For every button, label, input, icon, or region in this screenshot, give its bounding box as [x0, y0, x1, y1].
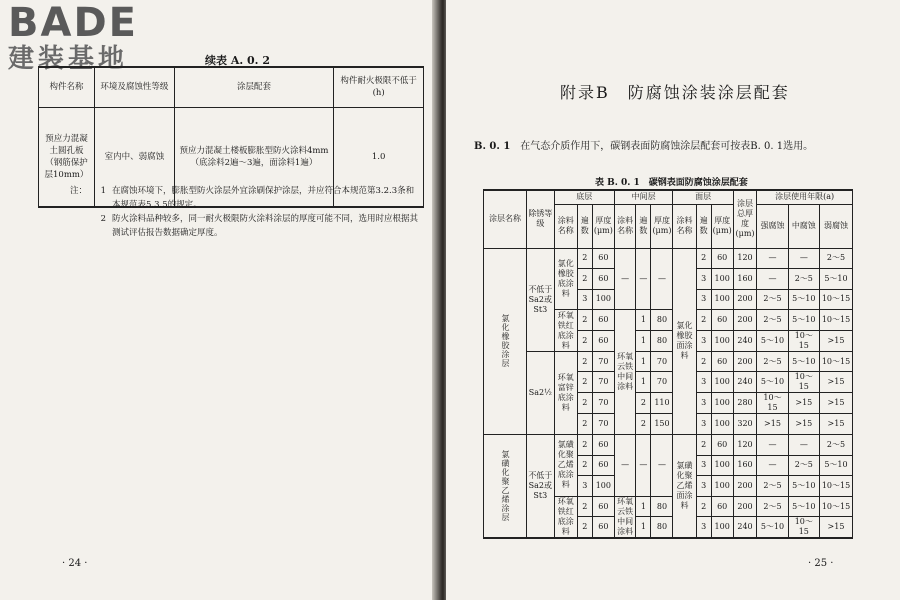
note-text: 在腐蚀环境下，膨胀型防火涂层外宜涂刷保护涂层，并应符合本规范第3.2.3条和本规范表5.3.5的规定。: [112, 186, 415, 210]
intermediate-none-cell: —: [651, 435, 673, 497]
clause-text: 在气态介质作用下，碳钢表面防腐蚀涂层配套可按表B. 0. 1选用。: [520, 141, 814, 152]
table-cell: 1.0: [334, 107, 424, 207]
table-cell: 60: [711, 248, 733, 269]
table-cell: 10～15: [788, 372, 819, 393]
intermediate-none-cell: —: [636, 435, 651, 497]
primer-name-cell: 环氧铁红底涂料: [554, 310, 577, 352]
table-cell: 70: [651, 351, 673, 372]
table-cell: >15: [819, 414, 852, 435]
table-cell: 100: [711, 372, 733, 393]
table-cell: 100: [711, 414, 733, 435]
table-notes: [70, 184, 420, 240]
table-cell: 1: [636, 496, 651, 517]
table-cell: 3: [696, 372, 711, 393]
table-cell: 2: [577, 248, 592, 269]
subheader-cell: 遍数: [696, 204, 711, 248]
table-a-header-row: [39, 67, 424, 107]
intermediate-none-cell: —: [614, 248, 636, 310]
note-item: [70, 184, 420, 212]
clause-number: B. 0. 1: [474, 141, 511, 152]
note-label: 注：: [70, 186, 88, 196]
subheader-cell: 中腐蚀: [788, 204, 819, 248]
table-cell: —: [788, 435, 819, 456]
intermediate-none-cell: —: [636, 248, 651, 310]
subheader-cell: 涂料名称: [614, 204, 636, 248]
table-cell: 10～15: [819, 289, 852, 310]
table-b01: [483, 189, 853, 539]
table-cell: >15: [819, 372, 852, 393]
table-cell: 70: [651, 372, 673, 393]
table-cell: 2～5: [757, 476, 788, 497]
table-cell: 5～10: [788, 476, 819, 497]
table-cell: 3: [696, 289, 711, 310]
table-cell: 60: [592, 248, 614, 269]
table-cell: 200: [733, 496, 757, 517]
table-cell: 240: [733, 372, 757, 393]
header-intermediate: 中间层: [614, 190, 673, 204]
table-cell: 10～15: [819, 476, 852, 497]
table-cell: 2: [696, 496, 711, 517]
subheader-cell: 厚度(μm): [592, 204, 614, 248]
table-header-cell: 环境及腐蚀性等级: [94, 67, 174, 107]
table-cell: 2: [577, 496, 592, 517]
table-header-cell: 涂层配套: [174, 67, 334, 107]
table-cell: 60: [592, 517, 614, 539]
subheader-cell: 涂料名称: [554, 204, 577, 248]
table-cell: 5～10: [819, 455, 852, 476]
table-cell: 3: [696, 393, 711, 414]
header-primer: 底层: [554, 190, 614, 204]
header-service-life: 涂层使用年限(a): [757, 190, 853, 204]
intermediate-name-cell: 环氧云铁中间涂料: [614, 310, 636, 435]
table-cell: >15: [788, 414, 819, 435]
table-cell: —: [757, 455, 788, 476]
coating-name-cell: [484, 248, 527, 435]
table-cell: 2～5: [819, 248, 852, 269]
table-cell: 5～10: [819, 269, 852, 290]
table-cell: 60: [711, 351, 733, 372]
table-cell: 2: [577, 517, 592, 539]
coating-name: 氯化橡胶涂层: [501, 314, 510, 369]
table-cell: 1: [636, 517, 651, 539]
table-cell: 预应力混凝土楼板膨胀型防火涂料4mm（底涂料2遍～3遍，面涂料1遍）: [174, 107, 334, 207]
intermediate-none-cell: —: [651, 248, 673, 310]
table-cell: 60: [711, 435, 733, 456]
table-cell: 3: [577, 476, 592, 497]
table-cell: 2～5: [757, 310, 788, 331]
table-cell: 100: [711, 330, 733, 351]
header-topcoat: 面层: [673, 190, 733, 204]
table-cell: 10～15: [788, 330, 819, 351]
table-cell: 280: [733, 393, 757, 414]
table-cell: 70: [592, 393, 614, 414]
appendix-title: 附录B 防腐蚀涂装涂层配套: [560, 83, 790, 102]
note-item: [70, 212, 420, 240]
table-cell: 2～5: [788, 269, 819, 290]
table-cell: 5～10: [788, 310, 819, 331]
table-cell: 2: [577, 310, 592, 331]
table-cell: 200: [733, 310, 757, 331]
table-cell: 1: [636, 351, 651, 372]
table-cell: 室内中、弱腐蚀: [94, 107, 174, 207]
table-cell: >15: [788, 393, 819, 414]
table-cell: 100: [711, 517, 733, 539]
subheader-cell: 涂料名称: [673, 204, 696, 248]
table-cell: 2～5: [757, 289, 788, 310]
note-text: 防火涂料品种较多，同一耐火极限防火涂料涂层的厚度可能不同，选用时应根据其测试评估报告数据确定厚度。: [112, 214, 419, 238]
table-cell: 2: [577, 393, 592, 414]
table-header-cell: 构件名称: [39, 67, 95, 107]
table-cell: 3: [577, 289, 592, 310]
table-cell: 60: [592, 269, 614, 290]
table-cell: 2: [696, 310, 711, 331]
table-b-header-row-1: [484, 190, 853, 204]
subheader-cell: 遍数: [636, 204, 651, 248]
table-cell: 70: [592, 351, 614, 372]
table-cell: 1: [636, 310, 651, 331]
table-cell: 2～5: [757, 351, 788, 372]
primer-name-cell: 氯磺化聚乙烯底涂料: [554, 435, 577, 497]
table-cell: 5～10: [788, 496, 819, 517]
table-cell: 60: [711, 310, 733, 331]
left-page: [0, 0, 438, 600]
logo-chinese: 建装基地: [8, 44, 129, 74]
table-cell: —: [757, 248, 788, 269]
logo-brand: BADE: [8, 0, 138, 46]
table-cell: 160: [733, 455, 757, 476]
table-cell: 5～10: [788, 289, 819, 310]
table-cell: 110: [651, 393, 673, 414]
table-cell: 10～15: [819, 310, 852, 331]
page-number-left: · 24 ·: [62, 558, 88, 569]
table-row: [484, 351, 853, 372]
table-cell: 70: [592, 372, 614, 393]
table-cell: 120: [733, 435, 757, 456]
header-rust-grade: 除锈等级: [527, 190, 555, 248]
table-cell: 2: [696, 351, 711, 372]
table-header-cell: 构件耐火极限不低于(h): [334, 67, 424, 107]
table-cell: 240: [733, 517, 757, 539]
subheader-cell: 遍数: [577, 204, 592, 248]
table-cell: >15: [819, 330, 852, 351]
table-cell: 100: [711, 269, 733, 290]
table-cell: 1: [636, 330, 651, 351]
note-label: [70, 212, 92, 240]
table-cell: 2: [577, 372, 592, 393]
rust-grade-cell: Sa2½: [527, 351, 555, 434]
table-cell: 100: [592, 289, 614, 310]
table-cell: 150: [651, 414, 673, 435]
table-cell: 70: [592, 414, 614, 435]
table-cell: >15: [819, 393, 852, 414]
table-cell: 240: [733, 330, 757, 351]
table-cell: 80: [651, 496, 673, 517]
table-cell: —: [788, 248, 819, 269]
subheader-cell: 厚度(μm): [711, 204, 733, 248]
table-row: [484, 248, 853, 269]
primer-name-cell: 环氧富锌底涂料: [554, 351, 577, 434]
table-cell: 320: [733, 414, 757, 435]
table-cell: 3: [696, 414, 711, 435]
header-total-thickness: 涂层总厚度(μm): [733, 190, 757, 248]
table-row: [484, 435, 853, 456]
table-cell: 2: [577, 435, 592, 456]
table-cell: 160: [733, 269, 757, 290]
clause-b01: [474, 138, 874, 156]
primer-name-cell: 环氧铁红底涂料: [554, 496, 577, 538]
table-cell: 3: [696, 517, 711, 539]
rust-grade-cell: 不低于Sa2或St3: [527, 435, 555, 539]
table-cell: 100: [711, 476, 733, 497]
table-cell: 200: [733, 289, 757, 310]
table-cell: 100: [711, 455, 733, 476]
table-cell: 2: [696, 248, 711, 269]
table-cell: 2: [636, 414, 651, 435]
table-cell: 3: [696, 455, 711, 476]
table-cell: 5～10: [757, 517, 788, 539]
table-cell: 2: [696, 435, 711, 456]
table-cell: 10～15: [819, 496, 852, 517]
table-cell: 60: [592, 435, 614, 456]
table-cell: 60: [711, 496, 733, 517]
table-cell: 3: [696, 330, 711, 351]
topcoat-name-cell: 氯化橡胶面涂料: [673, 248, 696, 435]
table-cell: 80: [651, 330, 673, 351]
table-cell: 5～10: [757, 372, 788, 393]
rust-grade-cell: 不低于Sa2或St3: [527, 248, 555, 351]
table-cell: 100: [711, 289, 733, 310]
subheader-cell: 强腐蚀: [757, 204, 788, 248]
table-cell: 2: [577, 269, 592, 290]
table-cell: 10～15: [819, 351, 852, 372]
table-b-caption: 表 B. 0. 1 碳钢表面防腐蚀涂层配套: [595, 178, 748, 188]
table-cell: 120: [733, 248, 757, 269]
coating-name: 氯磺化聚乙烯涂层: [501, 450, 510, 523]
table-cell: 2: [577, 414, 592, 435]
intermediate-none-cell: —: [614, 435, 636, 497]
table-cell: 2: [577, 455, 592, 476]
coating-name-cell: [484, 435, 527, 539]
table-cell: 60: [592, 455, 614, 476]
table-cell: 10～15: [757, 393, 788, 414]
table-cell: 2～5: [757, 496, 788, 517]
note-number: 2: [100, 214, 106, 224]
table-cell: 200: [733, 351, 757, 372]
header-coating-name: 涂层名称: [484, 190, 527, 248]
table-cell: 2: [577, 330, 592, 351]
table-cell: —: [757, 269, 788, 290]
table-cell: 10～15: [788, 517, 819, 539]
table-cell: 5～10: [757, 330, 788, 351]
intermediate-name-cell: 环氧云铁中间涂料: [614, 496, 636, 538]
table-cell: 5～10: [788, 351, 819, 372]
table-cell: >15: [819, 517, 852, 539]
table-cell: 80: [651, 310, 673, 331]
subheader-cell: 厚度(μm): [651, 204, 673, 248]
table-cell: 60: [592, 310, 614, 331]
table-cell: 200: [733, 476, 757, 497]
table-cell: 2～5: [819, 435, 852, 456]
table-cell: 2: [636, 393, 651, 414]
table-cell: 2: [577, 351, 592, 372]
table-cell: 100: [711, 393, 733, 414]
table-cell: 预应力混凝土圆孔板（钢筋保护层10mm）: [39, 107, 95, 207]
table-cell: >15: [757, 414, 788, 435]
table-cell: —: [757, 435, 788, 456]
table-cell: 60: [592, 496, 614, 517]
page-number-right: · 25 ·: [808, 558, 834, 569]
table-cell: 1: [636, 372, 651, 393]
topcoat-name-cell: 氯磺化聚乙烯面涂料: [673, 435, 696, 539]
primer-name-cell: 氯化橡胶底涂料: [554, 248, 577, 310]
table-cell: 3: [696, 476, 711, 497]
table-cell: 80: [651, 517, 673, 539]
table-cell: 60: [592, 330, 614, 351]
table-cell: 2～5: [788, 455, 819, 476]
table-cell: 3: [696, 269, 711, 290]
note-number: 1: [100, 186, 106, 196]
table-cell: 100: [592, 476, 614, 497]
subheader-cell: 弱腐蚀: [819, 204, 852, 248]
table-a-caption: 续表 A. 0. 2: [205, 54, 270, 67]
